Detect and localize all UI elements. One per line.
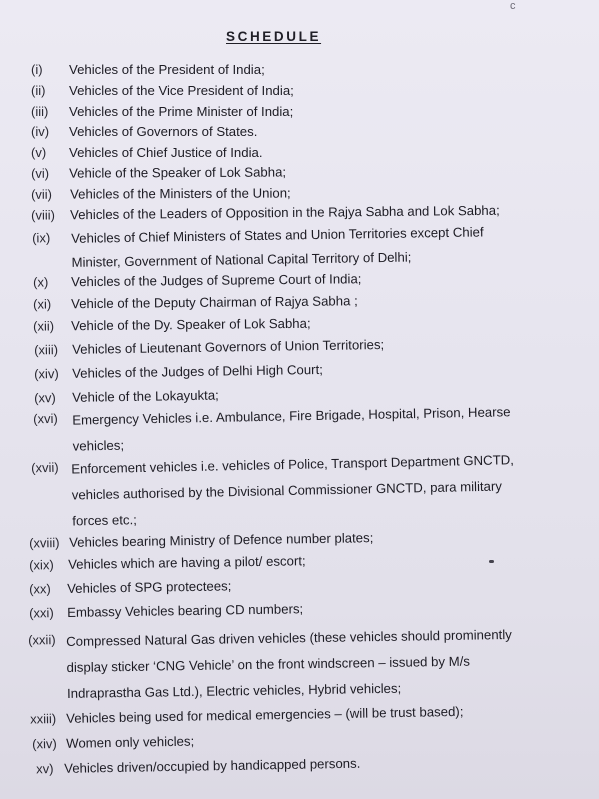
list-item-text [69, 527, 374, 554]
list-item-line: Compressed Natural Gas driven vehicles (these vehicles should prominently [66, 626, 512, 649]
list-item-text [72, 359, 323, 385]
list-item-line: vehicles; [72, 437, 125, 454]
list-item-line: Vehicles driven/occupied by handicapped persons. [64, 755, 361, 776]
list-item-number: (xx) [29, 581, 51, 597]
list-item-text [69, 121, 257, 143]
list-item-text [72, 334, 384, 361]
list-item-text [71, 447, 515, 534]
list-item-line: Women only vehicles; [66, 733, 195, 751]
list-item-line: Emergency Vehicles i.e. Ambulance, Fire Brigade, Hospital, Prison, Hearse [72, 404, 511, 428]
list-item-line: Vehicles being used for medical emergencies – (will be trust based); [66, 703, 464, 726]
list-item-line: Vehicles of Chief Justice of India. [69, 145, 263, 160]
list-item-number: xv) [36, 761, 54, 777]
list-item-line: Vehicles of the Judges of Delhi High Court; [72, 361, 323, 381]
list-item-line: Minister, Government of National Capital Territory of Delhi; [71, 249, 412, 270]
list-item-number: (iii) [31, 104, 49, 119]
list-item-line: Vehicles which are having a pilot/ escort; [68, 553, 306, 572]
list-item-line: Vehicles of Governors of States. [69, 124, 258, 139]
list-item-number: (xviii) [29, 535, 60, 551]
list-item-line: Embassy Vehicles bearing CD numbers; [67, 601, 304, 620]
list-item-number: (xiv) [32, 736, 57, 752]
list-item-line: Enforcement vehicles i.e. vehicles of Police, Transport Department GNCTD, [71, 452, 515, 477]
list-item-line: Vehicles of the Vice President of India; [69, 83, 294, 98]
list-item-line: Vehicle of the Deputy Chairman of Rajya Sabha ; [71, 293, 358, 312]
list-item-line: Vehicles of the Ministers of the Union; [70, 185, 291, 202]
list-item-number: (vii) [31, 186, 53, 202]
list-item-text [67, 598, 303, 624]
list-item-number: (xi) [33, 296, 52, 312]
list-item-number: (xvi) [33, 410, 58, 427]
list-item-number: (viii) [31, 207, 56, 223]
list-item-line: Vehicles of Lieutenant Governors of Union Territories; [72, 336, 385, 357]
list-item-number: (xvii) [31, 459, 59, 476]
list-item-text [66, 731, 194, 755]
list-item-line: Vehicles of the Leaders of Opposition in the Rajya Sabha and Lok Sabha; [70, 202, 500, 223]
list-item-line: display sticker ‘CNG Vehicle’ on the front windscreen – issued by M/s [66, 653, 471, 675]
list-item-number: (x) [33, 274, 49, 290]
list-item-number: (ii) [31, 83, 46, 98]
list-item-text [71, 313, 311, 338]
list-item-number: (xii) [33, 318, 55, 334]
list-item-line: Indraprastha Gas Ltd.), Electric vehicles, Hybrid vehicles; [66, 680, 402, 701]
list-item-line: Vehicle of the Speaker of Lok Sabha; [69, 164, 287, 181]
list-item-line: Vehicles of Chief Ministers of States and Union Territories except Chief [71, 224, 484, 246]
list-item-text [71, 290, 358, 315]
list-item-text [66, 622, 513, 707]
list-item-number: (vi) [31, 165, 50, 181]
list-item-number: (xix) [29, 557, 54, 573]
page-title: SCHEDULE [226, 29, 322, 44]
list-item-line: forces etc.; [72, 512, 137, 529]
list-item-line: vehicles authorised by the Divisional Commissioner GNCTD, para military [71, 478, 503, 503]
list-item-number: (i) [31, 62, 43, 77]
list-item-text [69, 162, 286, 185]
list-item-number: (xxii) [28, 632, 56, 648]
list-item-text [68, 550, 306, 576]
corner-mark: c [510, 0, 516, 12]
list-item-line: Vehicles of the President of India; [69, 62, 265, 77]
list-item-number: (iv) [31, 124, 50, 139]
list-item-number: (xv) [34, 390, 56, 406]
list-item-text [71, 268, 362, 293]
list-item-text [67, 575, 232, 600]
list-item-text [69, 142, 263, 164]
list-item-number: (v) [31, 145, 47, 160]
list-item-number: (xxi) [29, 605, 54, 621]
list-item-number: (xiv) [34, 366, 59, 382]
list-item-line: Vehicles bearing Ministry of Defence number plates; [69, 530, 374, 550]
list-item-line: Vehicle of the Lokayukta; [72, 387, 219, 405]
list-item-text [69, 101, 293, 123]
list-item-text [64, 753, 361, 780]
list-item-number: xxiii) [30, 711, 57, 727]
list-item-line: Vehicles of the Prime Minister of India; [69, 104, 294, 119]
list-item-line: Vehicles of SPG protectees; [67, 578, 232, 596]
list-item-line: Vehicle of the Dy. Speaker of Lok Sabha; [71, 315, 311, 334]
list-item-text [71, 220, 484, 274]
list-item-text [69, 59, 265, 81]
list-item-text [69, 80, 294, 102]
list-item-number: (xiii) [34, 342, 59, 358]
list-item-line: Vehicles of the Judges of Supreme Court of India; [71, 271, 362, 290]
ink-speck [489, 560, 494, 563]
list-item-number: (ix) [32, 230, 51, 246]
